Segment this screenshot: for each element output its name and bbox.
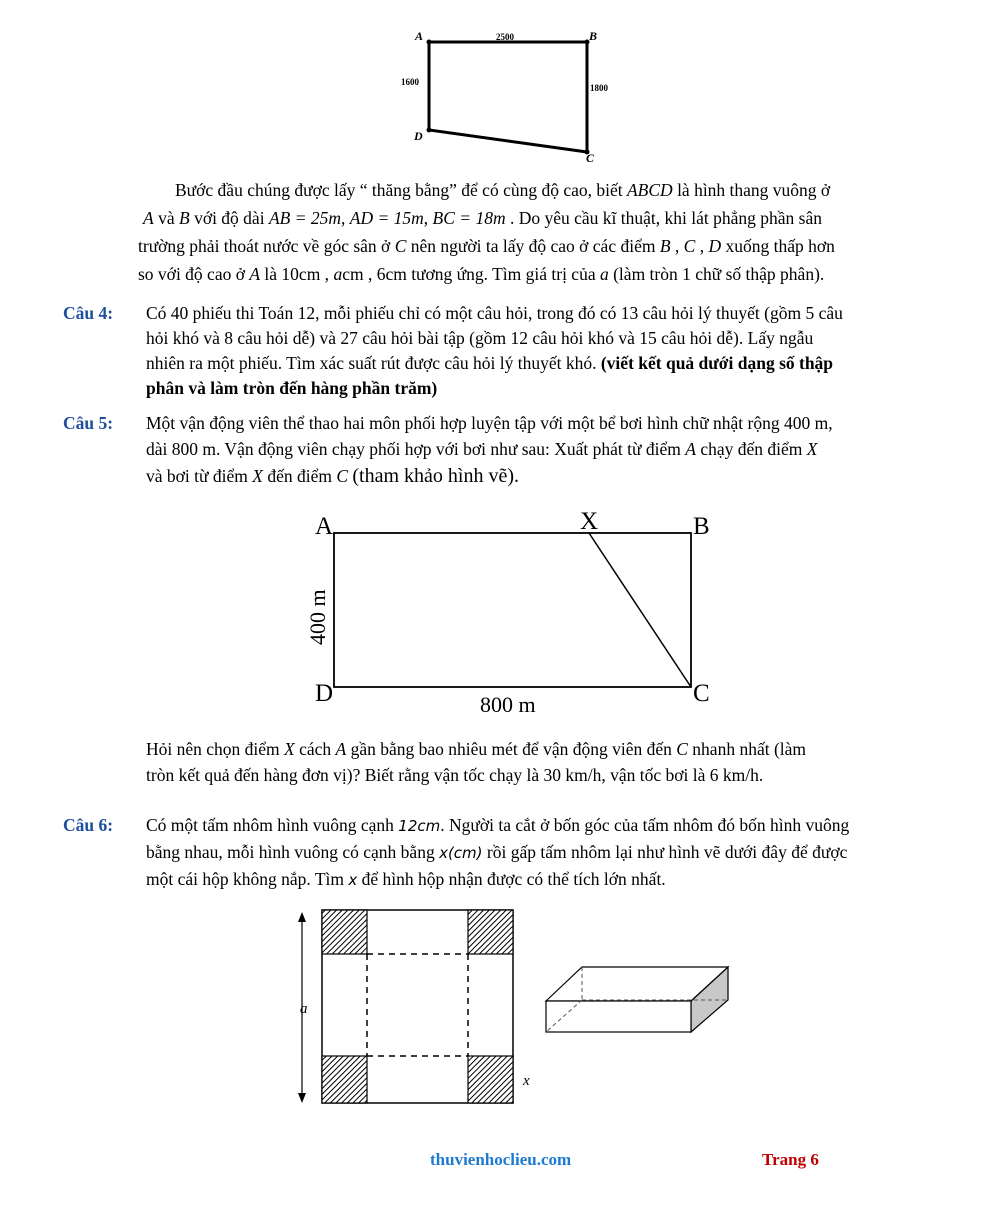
intro-line-4: so với độ cao ở A là 10cm , acm , 6cm tương ứng. Tìm giá trị của a (làm tròn 1 chữ số thập phân). — [138, 264, 825, 284]
fig1-label-C: C — [586, 151, 595, 165]
q6-line-2: bằng nhau, mỗi hình vuông có cạnh bằng x(cm) rồi gấp tấm nhôm lại như hình vẽ dưới đây để được — [146, 842, 848, 862]
fig2-label-B: B — [693, 513, 710, 540]
q6-line-1: Có một tấm nhôm hình vuông cạnh 12cm. Người ta cắt ở bốn góc của tấm nhôm đó bốn hình vuông — [146, 815, 850, 835]
q4-line-3: nhiên ra một phiếu. Tìm xác suất rút được câu hỏi lý thuyết khó. (viết kết quả dưới dạng số thập — [146, 353, 834, 373]
q5-line-4: Hỏi nên chọn điểm X cách A gần bằng bao nhiêu mét để vận động viên đến C nhanh nhất (làm — [146, 739, 807, 759]
fig1-label-B: B — [589, 29, 598, 43]
q5-label: Câu 5: — [63, 413, 114, 433]
footer-site[interactable]: thuvienhoclieu.com — [430, 1150, 572, 1169]
fig3-label-x: x — [523, 1073, 530, 1089]
fig1-len-ad: 1600 — [401, 77, 419, 87]
q5-line-3: và bơi từ điểm X đến điểm C (tham khảo hình vẽ). — [146, 465, 520, 487]
intro-line-2: A và B với độ dài AB = 25m, AD = 15m, BC = 18m . Do yêu cầu kĩ thuật, khi lát phẳng phần sân — [143, 208, 822, 228]
fig2-label-C: C — [693, 680, 710, 707]
q5-line-1: Một vận động viên thể thao hai môn phối hợp luyện tập với một bể bơi hình chữ nhật rộng 400 m, — [146, 413, 833, 433]
fig2-label-X: X — [580, 508, 599, 535]
fig1-len-bc: 1800 — [590, 83, 608, 93]
footer-page-number: Trang 6 — [762, 1150, 819, 1169]
fig2-width-label: 800 m — [480, 692, 536, 717]
fig2-label-D: D — [315, 680, 334, 707]
q4-line-1: Có 40 phiếu thi Toán 12, mỗi phiếu chỉ có một câu hỏi, trong đó có 13 câu hỏi lý thuyết (gồm 5 câu — [146, 303, 843, 323]
box-figure — [290, 905, 740, 1110]
fig1-len-ab: 2500 — [496, 32, 514, 42]
fig3-label-a: a — [300, 1001, 308, 1017]
q5-line-2: dài 800 m. Vận động viên chạy phối hợp với bơi như sau: Xuất phát từ điểm A chạy đến điểm X — [146, 439, 818, 459]
fig2-height-label: 400 m — [305, 589, 330, 645]
q5-line-5: tròn kết quả đến hàng đơn vị)? Biết rằng vận tốc chạy là 30 km/h, vận tốc bơi là 6 km/h. — [146, 765, 764, 785]
intro-line-3: trường phải thoát nước về góc sân ở C nên người ta lấy độ cao ở các điểm B , C , D xuống thấp hơn — [138, 236, 835, 256]
q4-line-2: hỏi khó và 8 câu hỏi dễ) và 27 câu hỏi bài tập (gồm 12 câu hỏi khó và 15 câu hỏi dễ). Lấy ngẫu — [146, 328, 814, 348]
trapezoid-figure — [395, 22, 615, 167]
q6-line-3: một cái hộp không nắp. Tìm x để hình hộp nhận được có thể tích lớn nhất. — [146, 869, 666, 889]
intro-line-1: Bước đầu chúng được lấy “ thăng bằng” để có cùng độ cao, biết ABCD là hình thang vuông ở — [175, 180, 831, 200]
q4-label: Câu 4: — [63, 303, 114, 323]
q6-label: Câu 6: — [63, 815, 114, 835]
fig2-label-A: A — [315, 513, 334, 540]
fig1-label-A: A — [415, 29, 424, 43]
q4-line-4: phân và làm tròn đến hàng phần trăm) — [146, 378, 438, 398]
pool-figure — [300, 500, 730, 725]
fig1-label-D: D — [414, 129, 423, 143]
